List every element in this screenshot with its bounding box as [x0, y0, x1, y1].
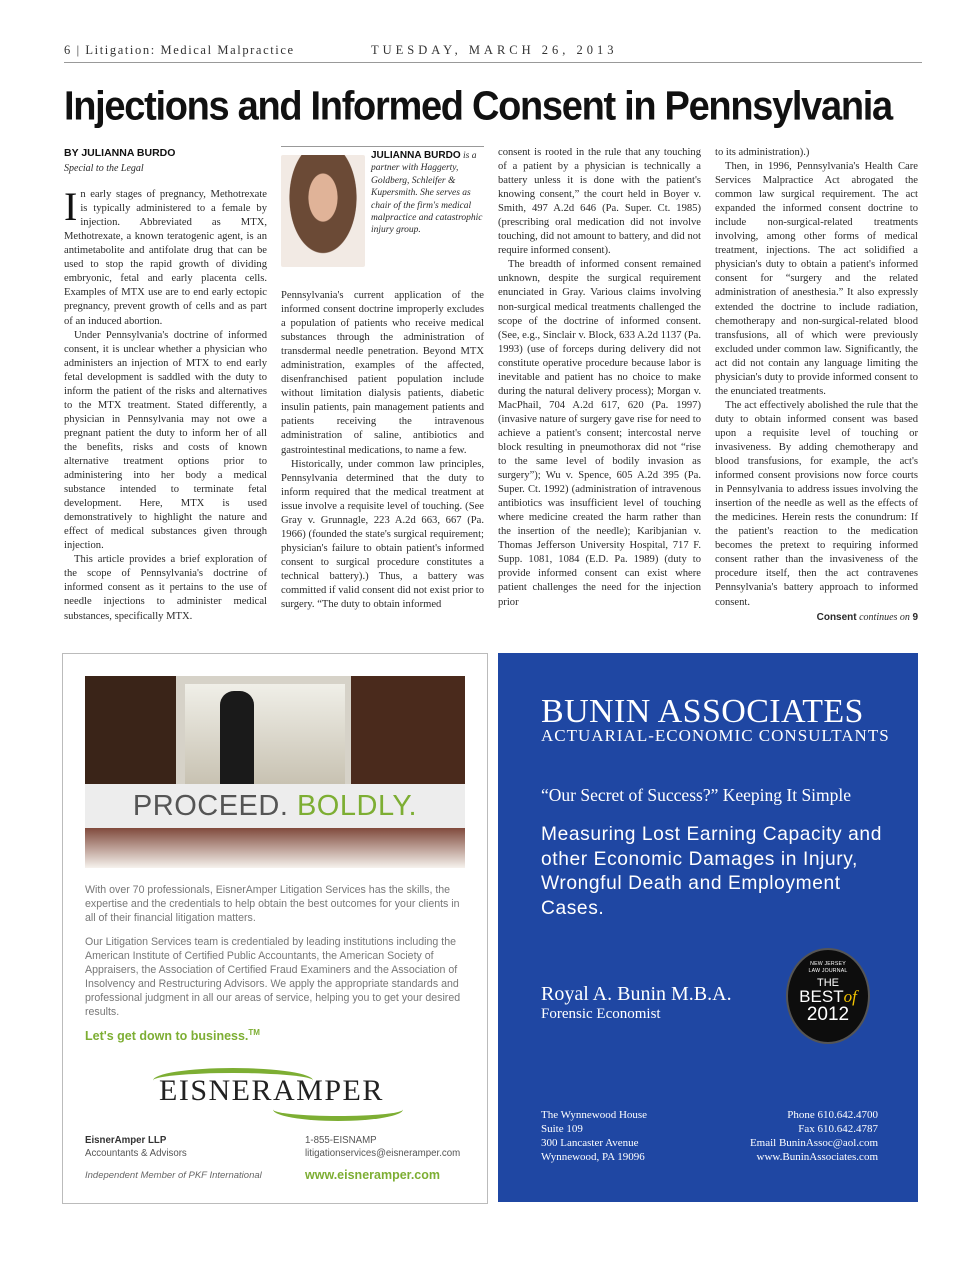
website-link[interactable]: www.eisneramper.com — [305, 1168, 441, 1182]
ad-quote: “Our Secret of Success?” Keeping It Simple — [541, 785, 852, 805]
article-paragraph: Then, in 1996, Pennsylvania's Health Care Services Malpractice Act abrogated the common law surgical requirement. The act expanded the informed consent doctrine to include non-surgical-related treatments involving, among other forms of medical treatment, injections. The act solidified a physician's duty to obtain a patient's informed consent for “surgery and the related administration of anesthesia.” It also expressly extended the doctrine to include radiation, chemotherapy and non-surgical-related blood transfusions, all of which were previously excluded under common law. Significantly, the act did not contain any language limiting the physician's duty to provide informed consent to the enunciated treatments. — [715, 161, 918, 397]
firm-address: The Wynnewood House Suite 109 300 Lancaster Avenue Wynnewood, PA 19096 — [541, 1109, 648, 1164]
banner-part-2: BOLDLY. — [296, 790, 418, 822]
company-subtitle: Accountants & Advisors — [85, 1148, 187, 1159]
byline-subtitle: Special to the Legal — [64, 163, 144, 175]
firm-contact — [750, 1108, 878, 1164]
fax-number: Fax 610.642.4787 — [798, 1123, 878, 1136]
company-name: EisnerAmper LLP — [85, 1135, 167, 1146]
article-column-4 — [715, 146, 918, 625]
article-paragraph: Under Pennsylvania's doctrine of informed consent, it is unclear whether a physician who administers an injection of MTX to end early fetal development is saddled with the duty to inform the patient of the risks and alternatives to the MTX treatment. Stated differently, a physician in Pennsylvania may not owe a pregnant patient the duty to inform her of all the benefits, risks and costs of known alternative treatment options prior to administering into her body a medical substance intended to terminate fetal development. Here, MTX is used demonstratively to highlight the nature and effect of medical substances given through injection. — [64, 329, 267, 552]
member-note: Independent Member of PKF International — [85, 1170, 262, 1181]
article-column-3 — [498, 146, 701, 610]
contact-info — [305, 1134, 460, 1160]
article-column-2 — [281, 146, 484, 612]
best-of-badge: NEW JERSEY LAW JOURNAL THE BESTof 2012 — [786, 948, 870, 1044]
author-photo — [281, 155, 365, 267]
continues-text: continues on — [859, 611, 910, 623]
library-photo — [85, 676, 465, 784]
person-role: Forensic Economist — [541, 1006, 661, 1022]
issue-date: TUESDAY, MARCH 26, 2013 — [371, 43, 618, 57]
eisneramper-ad[interactable] — [62, 653, 488, 1204]
ad-message: Measuring Lost Earning Capacity and other Economic Damages in Injury, Wrongful Death and Employment Cases. — [541, 824, 882, 919]
page-folio: 6 | Litigation: Medical Malpractice — [64, 43, 295, 57]
author-bio — [371, 150, 484, 237]
author-box — [281, 146, 484, 277]
ad-banner — [85, 784, 465, 828]
article-paragraph: consent is rooted in the rule that any touching of a patient by a physician is technically a battery unless it is done with the patient's knowing consent,” the court held in Boyer v. Smith, 497 A.2d 646 (Pa. Super. Ct. 1985) (prescribing oral medication did not involve touching, did not amount to battery, and did not require informed consent). — [498, 147, 701, 257]
website-link[interactable]: www.BuninAssociates.com — [756, 1151, 878, 1164]
ad-paragraph-1: With over 70 professionals, EisnerAmper Litigation Services has the skills, the expertise and the credentials to help obtain the best outcomes for your clients in all of their financial litigation matters. — [85, 884, 460, 925]
continues-page: 9 — [912, 611, 918, 623]
person-name: Royal A. Bunin M.B.A. — [541, 983, 732, 1005]
article-paragraph: The act effectively abolished the rule that the duty to obtain informed consent was based upon a requisite level of touching or invasiveness. By adding chemotherapy and blood transfusions, for example, the act's informed consent provisions now force courts in Pennsylvania to address issues involving the insertion of the needle as well as the effects of the medicines. Herein rests the conundrum: If the patient's reaction to the medication becomes the pretext to requiring informed consent rather than the invasiveness of the procedure itself, then the act contravenes Pennsylvania's battery approach to informed consent. — [715, 399, 918, 608]
phone-number: Phone 610.642.4700 — [787, 1109, 878, 1121]
logo-wordmark: EISNERAMPER — [159, 1074, 384, 1107]
article-column-1 — [64, 146, 267, 624]
email-address[interactable]: litigationservices@eisneramper.com — [305, 1148, 461, 1159]
banner-part-1: PROCEED. — [132, 790, 289, 822]
byline: BY JULIANNA BURDO — [64, 147, 176, 159]
article-paragraph: Historically, under common law principles, Pennsylvania determined that the duty to inform required that the medical treatment at issue involve a requisite level of touching. (See Gray v. Grunnagle, 223 A.2d 663, 667 (Pa. 1966) (founded the state's surgical requirement; physician's failure to obtain patient's informed consent to surgical procedure constitutes a technical battery).) Thus, a battery was committed if valid consent did not exist prior to surgery. “The duty to obtain informed — [281, 458, 484, 611]
article-paragraph: In early stages of pregnancy, Methotrexate is typically administered to a female by injection. Abbreviated as MTX, Methotrexate, a known teratogenic agent, is an antimetabolite and antifolate drug that can be used to stop the rapid growth of dividing embryonic, fetal and early placenta cells. Examples of MTX use are to end early ectopic pregnancy, prevent growth of cells and as part of an induced abortion. — [64, 184, 267, 327]
author-name: JULIANNA BURDO — [371, 150, 461, 161]
author-bio-text: is a partner with Haggerty, Goldberg, Schleifer & Kupersmith. She serves as chair of the firm's medical malpractice and catastrophic injury group. — [371, 151, 483, 236]
continues-keyword: Consent — [816, 611, 857, 623]
continues-link[interactable] — [715, 611, 918, 625]
email-address[interactable]: Email BuninAssoc@aol.com — [749, 1137, 878, 1150]
article-paragraph: This article provides a brief exploration of the scope of Pennsylvania's doctrine of informed consent as it pertains to the use of needle injections to administer medical substances, specifically MTX. — [64, 554, 267, 622]
eisneramper-logo — [153, 1064, 403, 1124]
drop-cap: I — [64, 184, 78, 230]
article-paragraph: The breadth of informed consent remained unknown, despite the surgical requirement enunciated in Gray. Various claims involving non-surgical medical treatments challenged the scope of the doctrine of informed consent. (See, e.g., Sinclair v. Block, 633 A.2d 1137 (Pa. 1993) (use of forceps during delivery did not constitute operative procedure because labor is inevitable and patient has no choice to make during the natural delivery process); Morgan v. MacPhail, 704 A.2d 617, 620 (Pa. 1997) (invasive nature of surgery gave rise for need to achieve a patient's consent; intercostal nerve block resulting in pneumothorax did not “rise to the same level of bodily invasion as surgery”); Wu v. Spence, 605 A.2d 395 (Pa. Super. Ct. 1992) (administration of intravenous antibiotics was insufficient level of touching where medicine created the harm rather than the insertion of the needle); Karibjanian v. Thomas Jefferson University Hospital, 717 F. Supp. 1081, 1084 (E.D. Pa. 1989) (duty to provide informed consent can exist where patient challenges the need for the injection prior — [498, 259, 701, 608]
ad-paragraph-2: Our Litigation Services team is credentialed by leading institutions including the American Institute of Certified Public Accountants, the American Society of Appraisers, the Association of Certified Fraud Examiners and the Association of Insolvency and Restructuring Advisors. We apply the appropriate standards and professional judgment in all our areas of service, helping you to get your desired results. — [85, 936, 461, 1019]
ad-tagline: Let's get down to business.™ — [85, 1028, 260, 1044]
floor-photo — [85, 828, 465, 868]
header-rule — [64, 62, 922, 63]
article-headline: Injections and Informed Consent in Pennsylvania — [64, 84, 892, 130]
firm-name: BUNIN ASSOCIATES — [541, 693, 864, 730]
bunin-ad[interactable] — [498, 653, 918, 1202]
article-paragraph: Pennsylvania's current application of the informed consent doctrine improperly excludes a population of patients who receive medical substances through the administration of transdermal needle penetration. Beyond MTX administration, examples of the affected, disenfranchised patient population include without limitation dialysis patients, diabetic insulin patients, pain management patients and patients receiving the intravenous administration of saline, antibiotics and gastrointestinal medications, to name a few. — [281, 290, 484, 456]
article-paragraph: to its administration).) — [715, 147, 810, 158]
firm-subtitle: ACTUARIAL-ECONOMIC CONSULTANTS — [541, 726, 890, 745]
phone-number: 1-855-EISNAMP — [305, 1135, 377, 1146]
company-info — [85, 1134, 187, 1160]
